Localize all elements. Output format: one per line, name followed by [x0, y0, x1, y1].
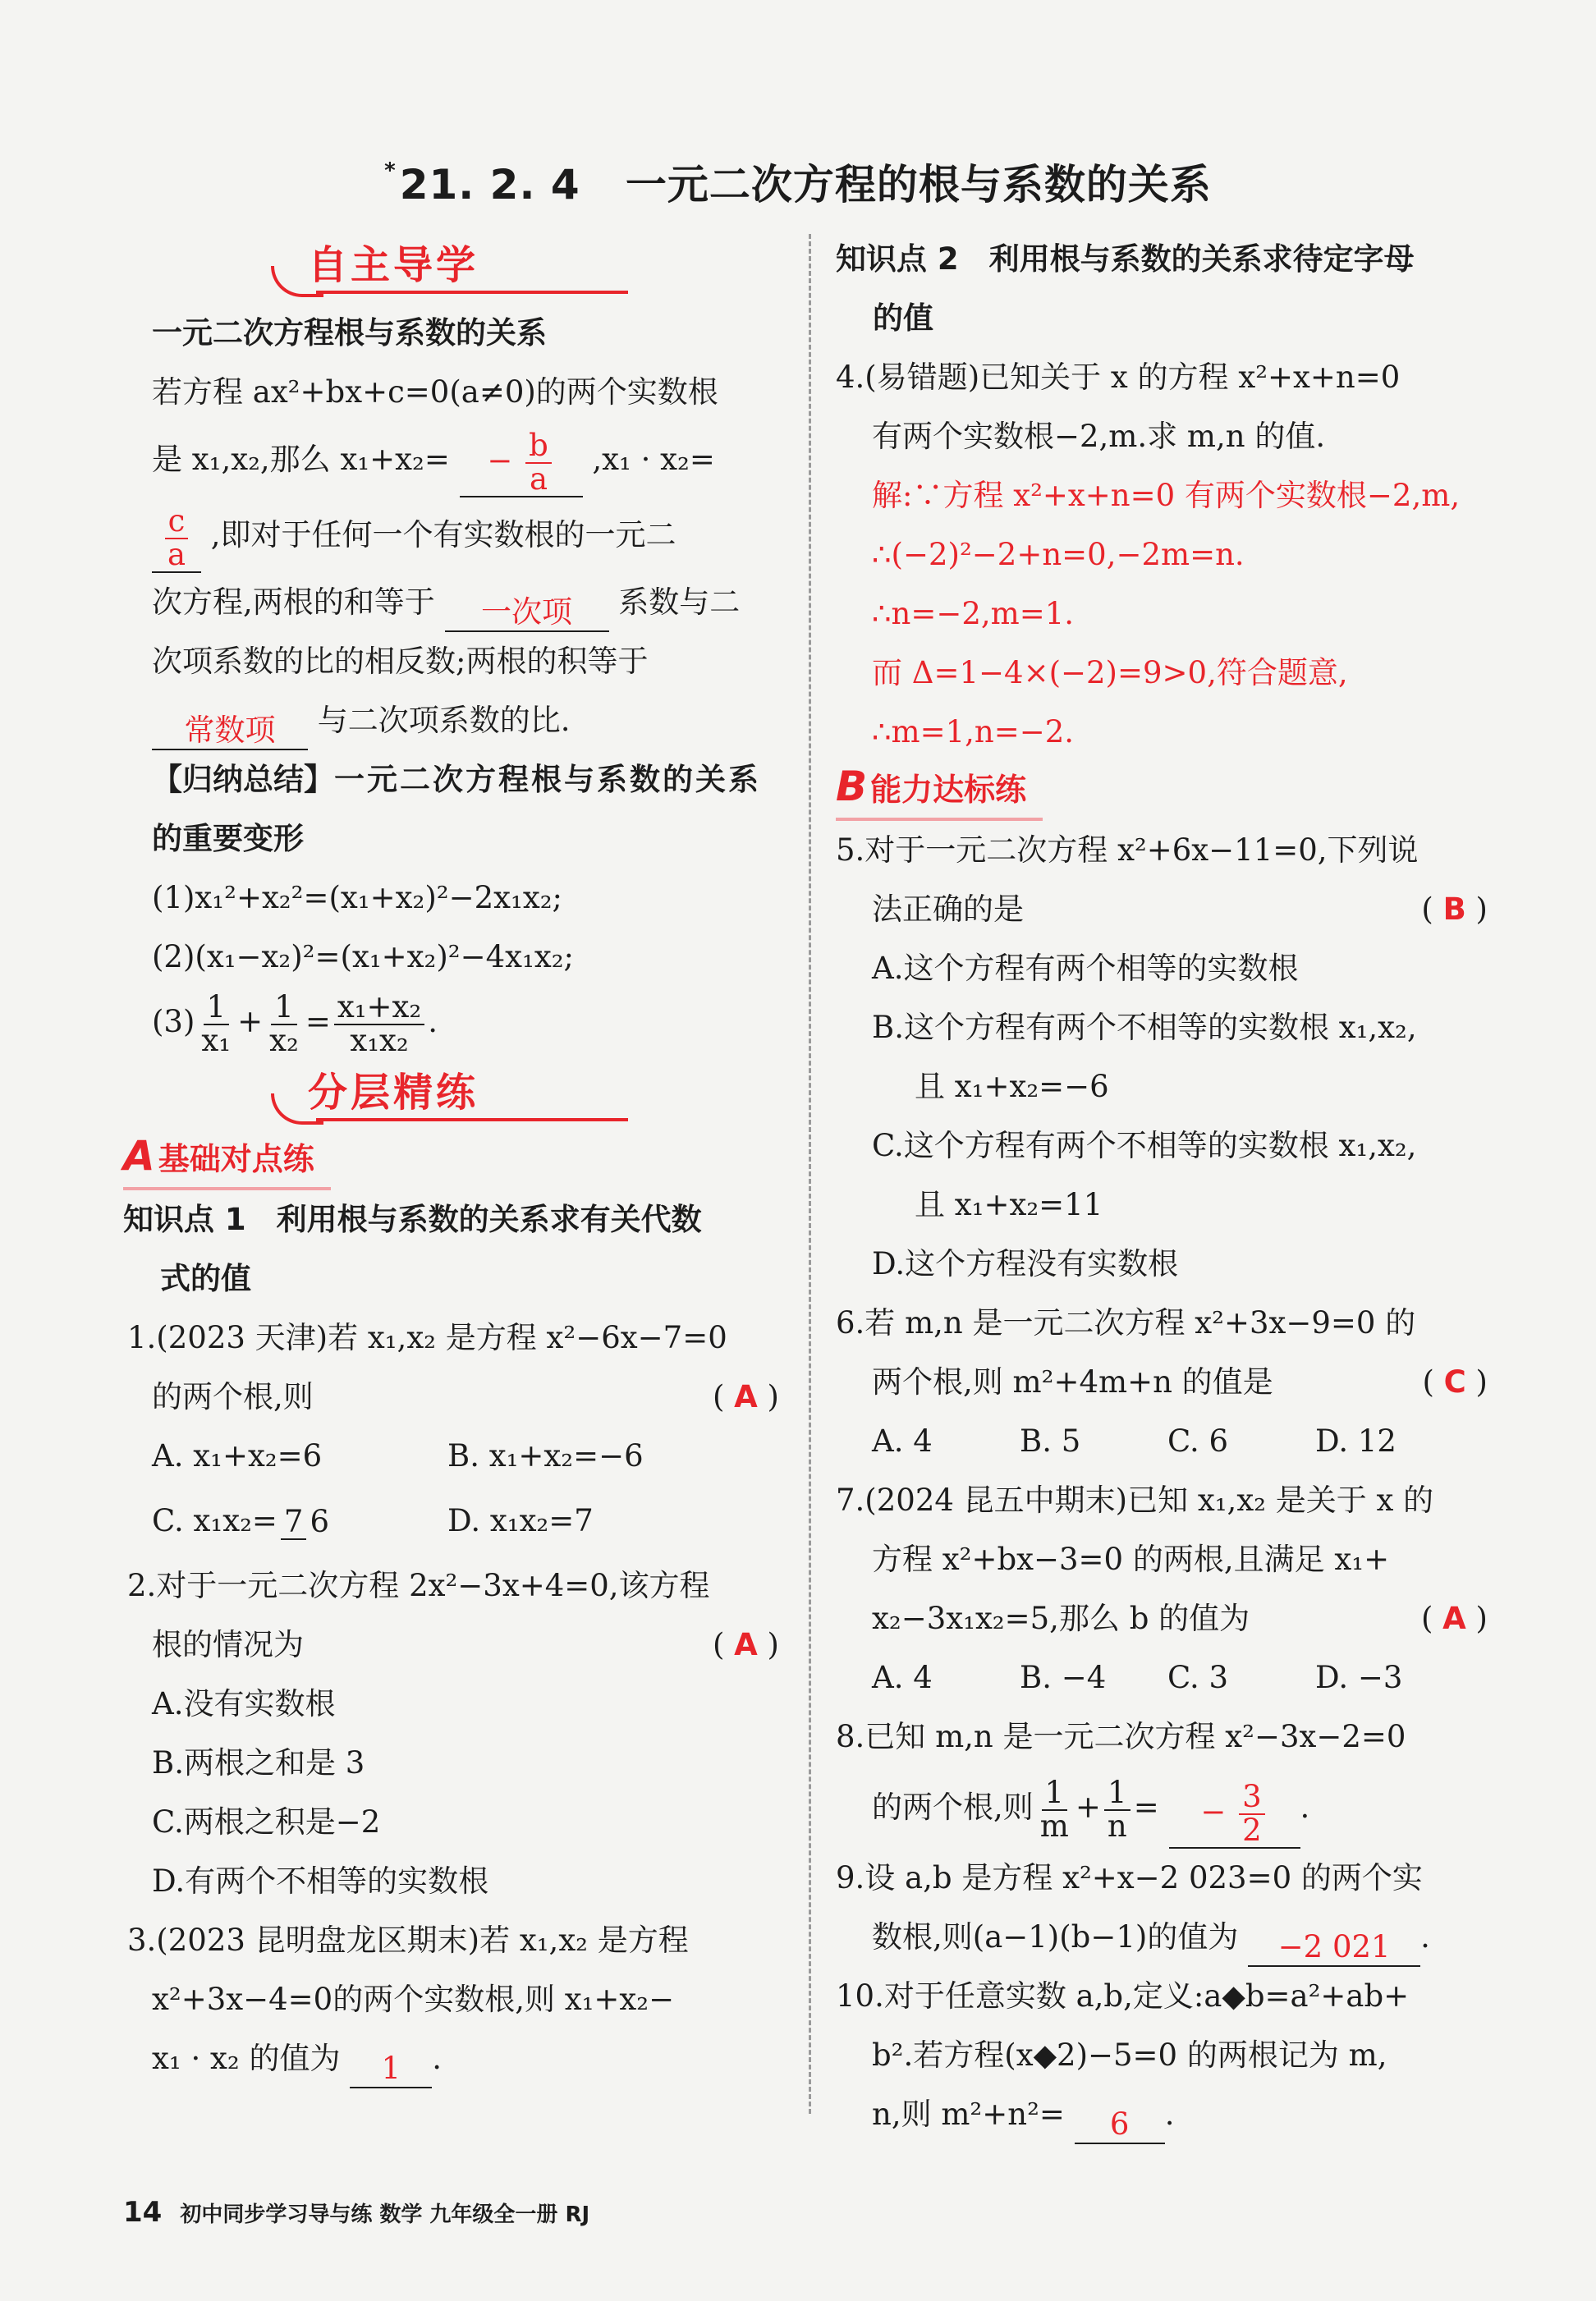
- left-column: [123, 230, 784, 2088]
- q7-stem-3: x₂−3x₁x₂=5,那么 b 的值为 ( A ): [836, 1589, 1493, 1648]
- summary-2: 的重要变形: [152, 821, 304, 856]
- q5-stem-2: 法正确的是 ( B ): [836, 880, 1493, 939]
- level-b-heading: B 能力达标练: [836, 762, 1493, 821]
- blank-constant: 常数项: [152, 713, 308, 750]
- knowledge-point-2b: 的值: [873, 300, 933, 336]
- para-1a: 若方程 ax²+bx+c=0(a≠0)的两个实数根: [152, 374, 718, 410]
- q10-stem-2: b².若方程(x◆2)−5=0 的两根记为 m,: [872, 2037, 1387, 2073]
- q3-stem-2: x²+3x−4=0的两个实数根,则 x₁+x₂−: [152, 1982, 675, 2017]
- q2-option-d: D.有两个不相等的实数根: [152, 1863, 489, 1899]
- q9-answer: −2 021: [1248, 1929, 1420, 1967]
- formula-3: (3) $\frac{1}{\text{x₁}}$ + $\frac{1}{\text{x₂}}$ = $\frac{\text{x₁+x₂}}{\text{x₁x₂}}$ .: [152, 988, 438, 1058]
- blank-linear: 一次项: [445, 594, 609, 632]
- q1-stem: 1.(2023 天津)若 x₁,x₂ 是方程 x²−6x−7=0: [127, 1320, 727, 1355]
- q2-answer: ( A ): [712, 1627, 779, 1662]
- q8-answer: − $\frac{3}{2}$: [1169, 1781, 1300, 1849]
- q10-stem: 10.对于任意实数 a,b,定义:a◆b=a²+ab+: [836, 1978, 1410, 2014]
- para-1b: 是 x₁,x₂,那么 x₁+x₂= − $\frac{b}{a}$ ,x₁ · x₂=: [152, 428, 715, 497]
- q5-option-b: B.这个方程有两个不相等的实数根 x₁,x₂,: [872, 1010, 1417, 1045]
- q5-option-b2: 且 x₁+x₂=−6: [915, 1069, 1109, 1104]
- q6-answer: ( C ): [1422, 1364, 1488, 1400]
- q2-stem: 2.对于一元二次方程 2x²−3x+4=0,该方程: [127, 1568, 710, 1603]
- knowledge-point-1b: 式的值: [160, 1261, 251, 1296]
- q4-solution-2: ∴(−2)²−2+n=0,−2m=n.: [872, 537, 1245, 572]
- q7-stem: 7.(2024 昆五中期末)已知 x₁,x₂ 是关于 x 的: [836, 1483, 1434, 1518]
- q4-solution-1: 解:∵方程 x²+x+n=0 有两个实数根−2,m,: [872, 478, 1461, 513]
- q2-option-b: B.两根之和是 3: [152, 1745, 365, 1781]
- q3-stem: 3.(2023 昆明盘龙区期末)若 x₁,x₂ 是方程: [127, 1923, 689, 1958]
- right-column: [836, 230, 1493, 2144]
- q3-answer: 1: [350, 2051, 432, 2088]
- level-a-heading: A 基础对点练: [123, 1131, 784, 1190]
- q10-stem-3: n,则 m²+n²= 6 .: [836, 2085, 1493, 2144]
- formula-2: (2)(x₁−x₂)²=(x₁+x₂)²−4x₁x₂;: [152, 939, 575, 974]
- q1-answer: ( A ): [712, 1379, 779, 1414]
- q7-answer: ( A ): [1420, 1601, 1488, 1636]
- para-1g: 次项系数的比的相反数;两根的积等于: [152, 644, 649, 679]
- para-1e: 次方程,两根的和等于 一次项 系数与二: [152, 573, 784, 632]
- q7-options: A. 4 B. −4 C. 3 D. −3: [872, 1660, 1403, 1695]
- section-number: 21. 2. 4: [399, 161, 580, 209]
- q5-answer: ( B ): [1421, 892, 1488, 927]
- knowledge-point-2: 知识点 2 利用根与系数的关系求待定字母: [836, 241, 1415, 277]
- q6-options: A. 4 B. 5 C. 6 D. 12: [872, 1423, 1396, 1459]
- para-1d: $\frac{c}{a}$ ,即对于任何一个有实数根的一元二: [152, 497, 784, 573]
- q8-stem-2: 的两个根,则 $\frac{1}{m}$ + $\frac{1}{n}$ = − $\frac{3}{2}$ .: [872, 1774, 1310, 1849]
- q1-options-cd: C. x₁x₂= 7 6 D. x₁x₂=7: [152, 1503, 594, 1540]
- heading-relation: 一元二次方程根与系数的关系: [152, 315, 547, 351]
- q1-stem-2: 的两个根,则 ( A ): [152, 1368, 784, 1427]
- q7-stem-2: 方程 x²+bx−3=0 的两根,且满足 x₁+: [872, 1542, 1390, 1577]
- book-title: 初中同步学习导与练 数学 九年级全一册 RJ: [180, 2202, 590, 2227]
- q5-option-c: C.这个方程有两个不相等的实数根 x₁,x₂,: [872, 1128, 1417, 1163]
- q10-answer: 6: [1075, 2106, 1165, 2144]
- q5-stem: 5.对于一元二次方程 x²+6x−11=0,下列说: [836, 832, 1419, 868]
- q9-stem-2: 数根,则(a−1)(b−1)的值为 −2 021 .: [836, 1908, 1493, 1967]
- q2-option-c: C.两根之积是−2: [152, 1804, 381, 1840]
- para-1h: 常数项 与二次项系数的比.: [152, 691, 784, 750]
- q4-solution-5: ∴m=1,n=−2.: [872, 714, 1075, 749]
- q6-stem-2: 两个根,则 m²+4m+n 的值是 ( C ): [836, 1353, 1493, 1412]
- page-footer: [123, 2196, 589, 2229]
- page-title: *21. 2. 4 一元二次方程的根与系数的关系: [384, 158, 1212, 209]
- q5-option-c2: 且 x₁+x₂=11: [915, 1187, 1103, 1222]
- q8-stem: 8.已知 m,n 是一元二次方程 x²−3x−2=0: [836, 1719, 1406, 1754]
- knowledge-point-1: 知识点 1 利用根与系数的关系求有关代数: [123, 1202, 702, 1237]
- q3-stem-3: x₁ · x₂ 的值为 1 .: [152, 2029, 784, 2088]
- q5-option-d: D.这个方程没有实数根: [872, 1246, 1179, 1281]
- blank-sum: − $\frac{b}{a}$: [460, 430, 583, 497]
- column-divider: [809, 234, 811, 2114]
- q4-solution-3: ∴n=−2,m=1.: [872, 596, 1075, 631]
- q6-stem: 6.若 m,n 是一元二次方程 x²+3x−9=0 的: [836, 1305, 1416, 1341]
- banner-practice: 分层精练: [0, 1061, 784, 1126]
- blank-product: $\frac{c}{a}$: [152, 506, 201, 573]
- formula-1: (1)x₁²+x₂²=(x₁+x₂)²−2x₁x₂;: [152, 880, 562, 915]
- q4-stem-2: 有两个实数根−2,m.求 m,n 的值.: [872, 419, 1326, 454]
- q2-stem-2: 根的情况为 ( A ): [152, 1616, 784, 1675]
- summary: 【归纳总结】一元二次方程根与系数的关系: [152, 762, 761, 797]
- q9-stem: 9.设 a,b 是方程 x²+x−2 023=0 的两个实: [836, 1860, 1423, 1895]
- q2-option-a: A.没有实数根: [152, 1686, 336, 1721]
- banner-self-study: 自主导学: [0, 233, 784, 299]
- q5-option-a: A.这个方程有两个相等的实数根: [872, 951, 1299, 986]
- page-number: 14: [123, 2196, 163, 2229]
- q4-solution-4: 而 Δ=1−4×(−2)=9>0,符合题意,: [872, 655, 1348, 690]
- q4-stem: 4.(易错题)已知关于 x 的方程 x²+x+n=0: [836, 360, 1401, 395]
- section-title: 一元二次方程的根与系数的关系: [625, 161, 1212, 209]
- q1-options-ab: A. x₁+x₂=6 B. x₁+x₂=−6: [152, 1438, 644, 1474]
